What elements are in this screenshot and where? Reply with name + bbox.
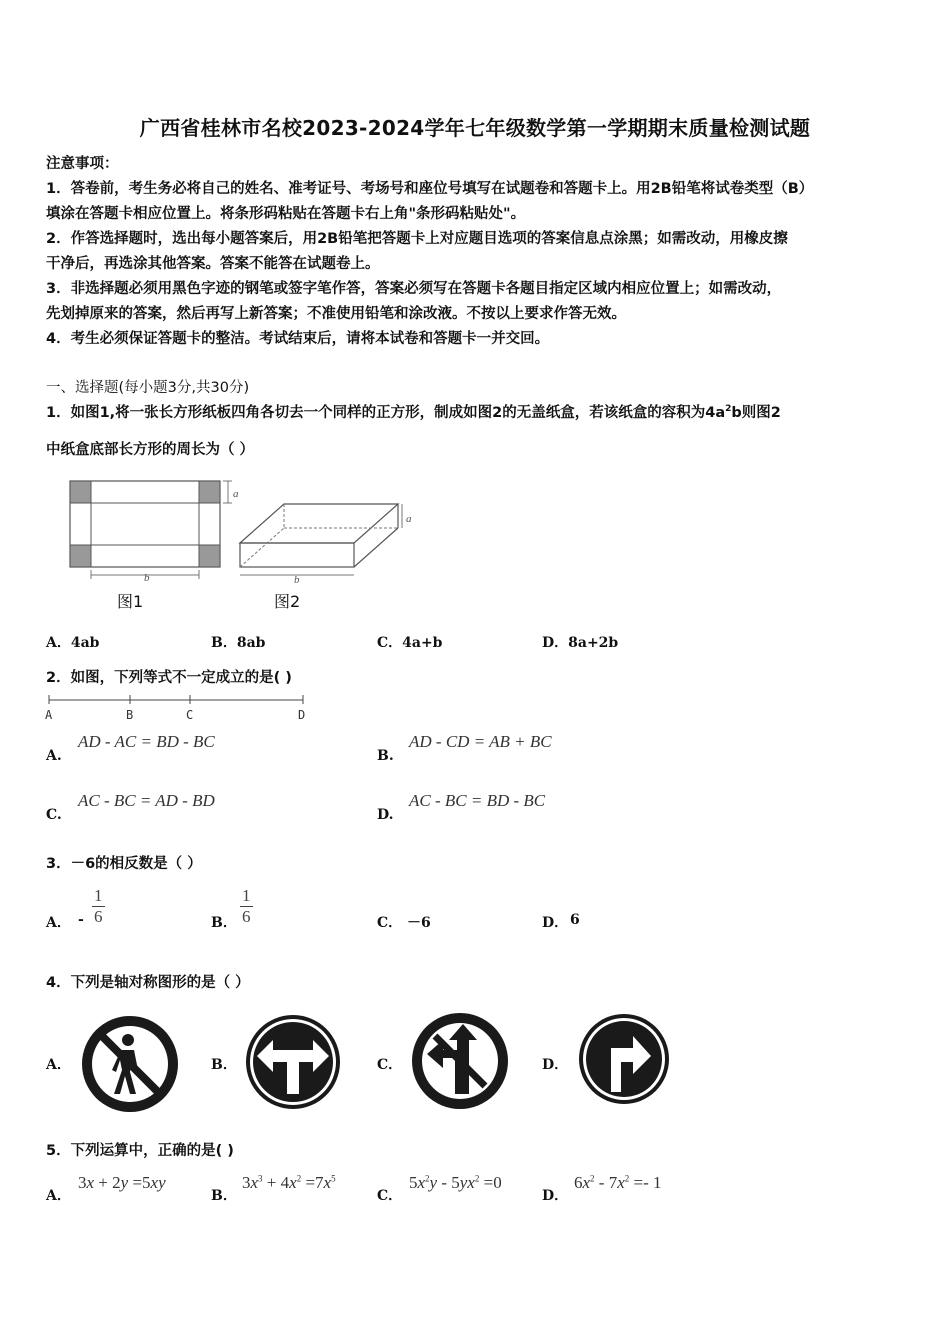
point-b-label: B — [126, 708, 134, 722]
q5-option-a-label[interactable]: A． — [46, 1188, 71, 1204]
q5-option-d-label[interactable]: D． — [542, 1188, 569, 1204]
notice-line: 填涂在答题卡相应位置上。将条形码粘贴在答题卡右上角"条形码粘贴处"。 — [46, 206, 526, 222]
q4-option-c-label[interactable]: C． — [377, 1057, 403, 1073]
q1-option-b[interactable]: B．8ab — [211, 635, 266, 651]
q3-option-c-label[interactable]: C． — [377, 915, 403, 931]
figure-1-paper-diagram — [60, 475, 250, 585]
point-c-label: C — [186, 708, 194, 722]
turn-right-sign-icon[interactable] — [577, 1012, 671, 1106]
point-a-label: A — [45, 708, 53, 722]
q5-option-c-label[interactable]: C． — [377, 1188, 403, 1204]
figure-2-caption: 图2 — [274, 592, 301, 611]
q2-option-a-label[interactable]: A. — [46, 748, 62, 764]
no-pedestrian-sign-icon[interactable] — [78, 1012, 182, 1116]
fig2-label-b: b — [294, 574, 300, 586]
q3-option-a-fraction[interactable]: $\frac{1}{6}$ — [94, 886, 103, 926]
question-1-stem: 1．如图1,将一张长方形纸板四角各切去一个同样的正方形，制成如图2的无盖纸盒，若该纸盒的容积为$4a^2b$则图2 — [46, 404, 781, 421]
question-4-stem: 4．下列是轴对称图形的是（ ） — [46, 975, 250, 991]
q5-option-b-label[interactable]: B． — [211, 1188, 237, 1204]
question-1-stem-line2: 中纸盒底部长方形的周长为（ ） — [46, 442, 255, 458]
q1-option-c[interactable]: C．4a+b — [377, 635, 443, 651]
notice-line: 2．作答选择题时，选出每小题答案后，用2B铅笔把答题卡上对应题目选项的答案信息点涂黑；如需改动，用橡皮擦 — [46, 231, 788, 247]
q2-option-c-label[interactable]: C. — [46, 807, 62, 823]
q4-option-d-label[interactable]: D． — [542, 1057, 569, 1073]
q3-option-d-label[interactable]: D． — [542, 915, 569, 931]
q5-option-c-expr[interactable]: $5x^2y - 5yx^2 =0$ — [409, 1173, 502, 1192]
notice-line: 4．考生必须保证答题卡的整洁。考试结束后，请将本试卷和答题卡一并交回。 — [46, 331, 550, 347]
notice-line: 先划掉原来的答案，然后再写上新答案；不准使用铅笔和涂改液。不按以上要求作答无效。 — [46, 306, 626, 322]
question-5-stem: 5．下列运算中，正确的是( ) — [46, 1143, 234, 1159]
left-right-turn-sign-icon[interactable] — [243, 1012, 343, 1112]
fig2-label-a: a — [406, 513, 412, 525]
q5-option-a-expr[interactable]: 3x + 2y =5xy — [78, 1173, 166, 1192]
fig1-label-b: b — [144, 572, 150, 584]
q3-option-b-label[interactable]: B． — [211, 915, 237, 931]
q2-option-a-expr[interactable]: AD - AC = BD - BC — [78, 732, 215, 751]
q2-option-b-label[interactable]: B. — [377, 748, 394, 764]
q2-option-d-expr[interactable]: AC - BC = BD - BC — [409, 791, 546, 810]
q2-number-line — [40, 692, 320, 724]
q3-option-d-value[interactable]: 6 — [570, 912, 580, 928]
q5-option-d-expr[interactable]: $6x^2 - 7x^2 =- 1$ — [574, 1173, 662, 1192]
notice-line: 干净后，再选涂其他答案。答案不能答在试题卷上。 — [46, 256, 380, 272]
notice-line: 1．答卷前，考生务必将自己的姓名、准考证号、考场号和座位号填写在试题卷和答题卡上。用2B铅笔将试卷类型（B） — [46, 181, 814, 197]
q3-option-c-value[interactable]: －6 — [407, 915, 431, 931]
q3-option-a-sign: - — [78, 912, 84, 928]
notice-heading: 注意事项： — [46, 156, 119, 172]
no-left-turn-straight-sign-icon[interactable] — [409, 1010, 511, 1112]
point-d-label: D — [298, 708, 306, 722]
page-title: 广西省桂林市名校2023-2024学年七年级数学第一学期期末质量检测试题 — [139, 116, 811, 140]
fig1-label-a: a — [233, 488, 239, 500]
q3-option-b-fraction[interactable]: $\frac{1}{6}$ — [242, 886, 251, 926]
q1-option-a[interactable]: A．4ab — [46, 635, 100, 651]
question-2-stem: 2．如图，下列等式不一定成立的是( ) — [46, 670, 292, 686]
notice-line: 3．非选择题必须用黑色字迹的钢笔或签字笔作答，答案必须写在答题卡各题目指定区域内相应位置上；如需改动， — [46, 281, 782, 297]
q1-option-d[interactable]: D．8a+2b — [542, 635, 619, 651]
q5-option-b-expr[interactable]: $3x^3 + 4x^2 =7x^5$ — [242, 1173, 336, 1192]
section-heading: 一、选择题(每小题3分,共30分) — [46, 380, 250, 396]
q4-option-a-label[interactable]: A． — [46, 1057, 71, 1073]
question-3-stem: 3．－6的相反数是（ ） — [46, 856, 202, 872]
figure-2-box-diagram — [232, 498, 422, 588]
q2-option-d-label[interactable]: D. — [377, 807, 394, 823]
q2-option-c-expr[interactable]: AC - BC = AD - BD — [78, 791, 215, 810]
q2-option-b-expr[interactable]: AD - CD = AB + BC — [409, 732, 552, 751]
q4-option-b-label[interactable]: B． — [211, 1057, 237, 1073]
q3-option-a-label[interactable]: A． — [46, 915, 71, 931]
figure-1-caption: 图1 — [117, 592, 144, 611]
